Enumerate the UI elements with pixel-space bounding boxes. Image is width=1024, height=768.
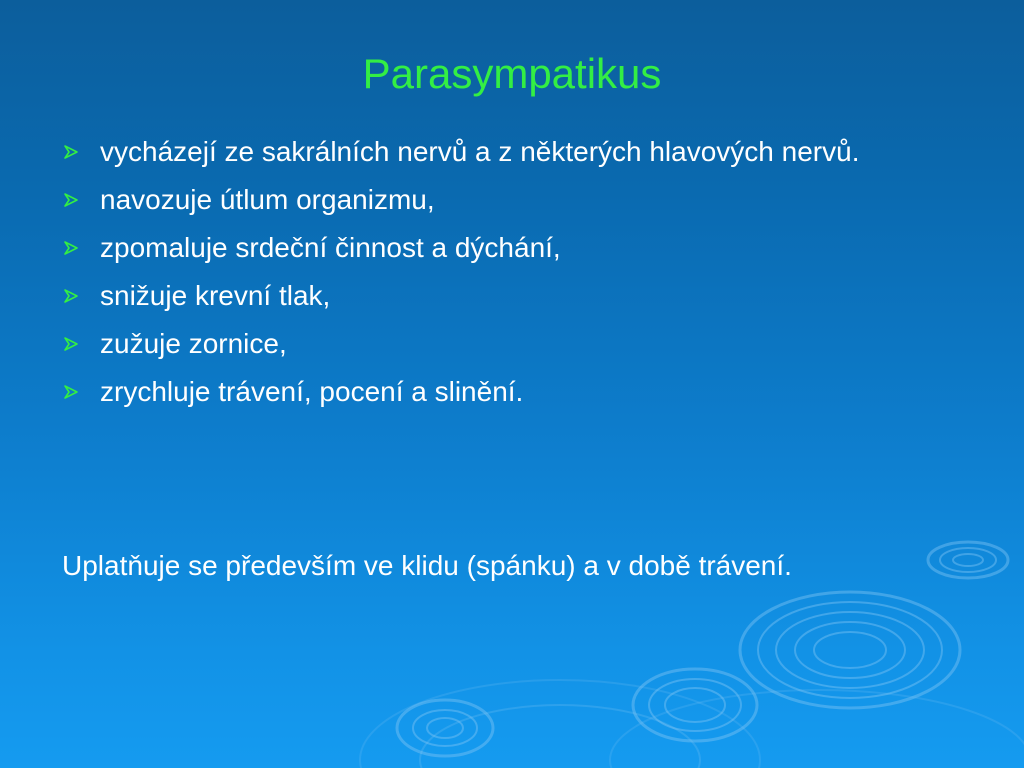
bullet-list: [62, 128, 962, 416]
bullet-text: zpomaluje srdeční činnost a dýchání,: [100, 232, 561, 263]
arrowhead-bullet-icon: [62, 383, 80, 401]
summary-note: Uplatňuje se především ve klidu (spánku) a v době trávení.: [62, 550, 792, 581]
bullet-text: zužuje zornice,: [100, 328, 287, 359]
arrowhead-bullet-icon: [62, 335, 80, 353]
bullet-item: [62, 176, 962, 224]
bullet-text: zrychluje trávení, pocení a slinění.: [100, 376, 524, 407]
arrowhead-bullet-icon: [62, 287, 80, 305]
arrowhead-bullet-icon: [62, 143, 80, 161]
arrowhead-bullet-icon: [62, 191, 80, 209]
arrowhead-bullet-icon: [62, 239, 80, 257]
bullet-item: [62, 224, 962, 272]
slide-title: Parasympatikus: [362, 50, 662, 97]
bullet-text: snižuje krevní tlak,: [100, 280, 331, 311]
bullet-text: vycházejí ze sakrálních nervů a z některých hlavových nervů.: [100, 136, 860, 167]
bullet-item: [62, 272, 962, 320]
bullet-text: navozuje útlum organizmu,: [100, 184, 435, 215]
bullet-item: [62, 320, 962, 368]
bullet-item: [62, 368, 962, 416]
bullet-item: [62, 128, 962, 176]
